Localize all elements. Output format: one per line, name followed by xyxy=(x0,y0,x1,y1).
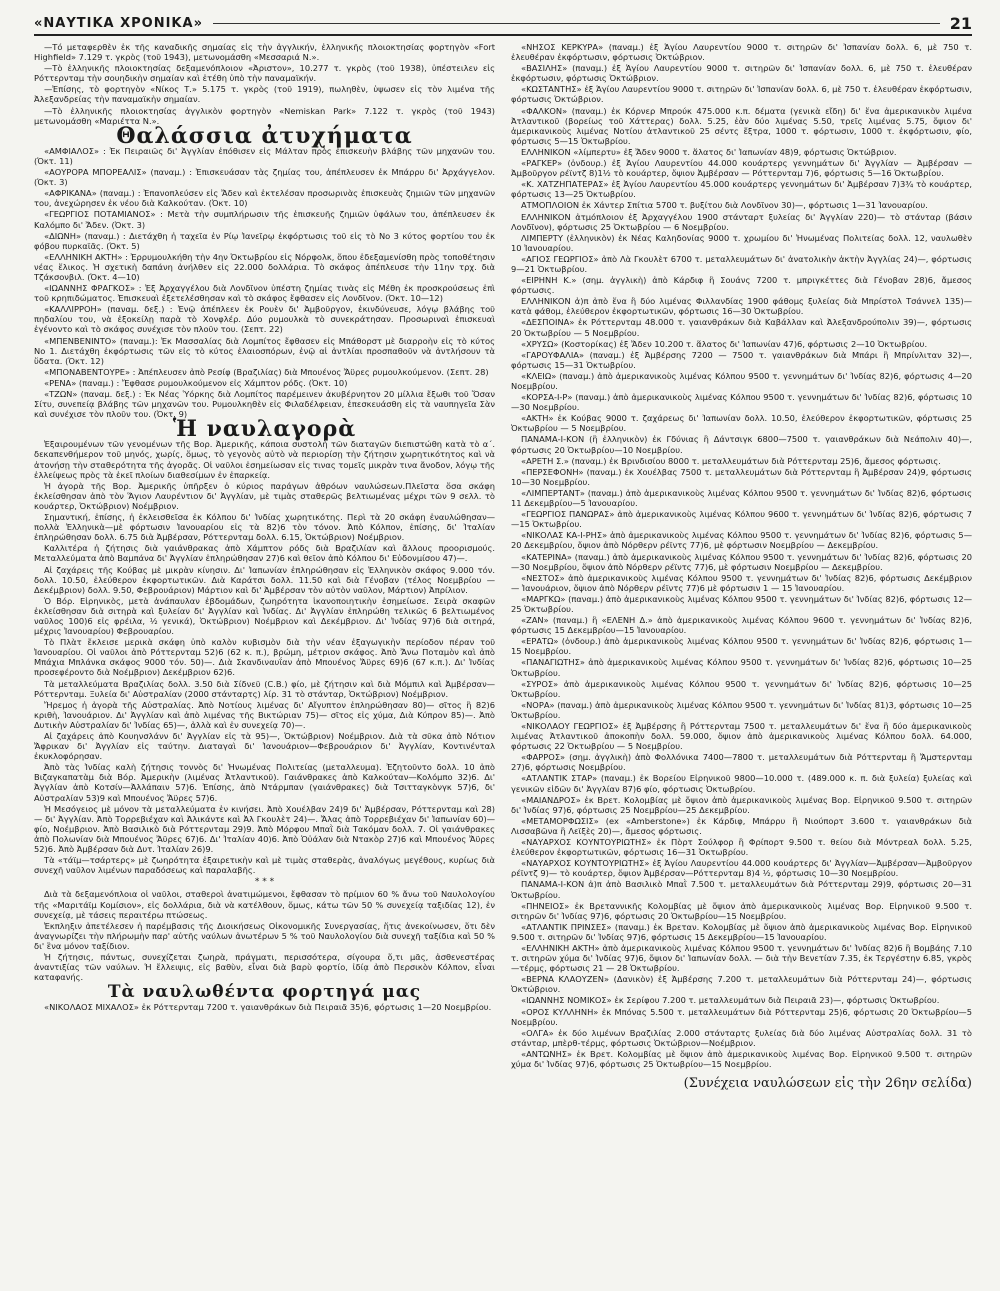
section-stars: * * * xyxy=(254,877,275,888)
accident-entry: «ΤΖΩΝ» (παναμ. δεξ.) : Ἐκ Νέας Ὑόρκης διὰ Λομπίτος παρέμεινεν ἀκυβέρνητον 20 μίλλια ἔξωθι τοῦ Ὄσαν Σίτυ, συνεπείᾳ βλάβης τῶν μηχανῶν του. Ρυμουλκηθὲν εἰς Φιλαδέλφειαν, ἐπεσκευάσθη εἰς τὰ ναυπηγεῖα Σὰν καὶ συνέχισε τὸν πλοῦν του. (Ὀκτ. 9) xyxy=(34,389,495,420)
charter-entry: «ΕΡΑΤΩ» (ὀνδουρ.) ἀπὸ ἀμερικανικοὺς λιμένας Κόλπου 9500 τ. γεννημάτων δι' Ἰνδίας 82)6, φόρτωσις 1—15 Νοεμβρίου. xyxy=(511,636,972,657)
chartering-heading: Ἡ ναυλαγορὰ xyxy=(172,416,357,443)
charter-entry: «ΑΡΕΤΗ Σ.» (παναμ.) ἐκ Βρινδισίου 8000 τ. μεταλλευμάτων διὰ Ρόττερνταμ 25)6, ἄμεσος φόρτωσις. xyxy=(521,455,941,466)
market-paragraph: Ἤρεμος ἡ ἀγορὰ τῆς Αὐστραλίας. Ἀπὸ Νοτίους λιμένας δι' Αἴγυπτον ἐπληρώθησαν 80)— σῖτος ἢ 82)6 κριθὴ, Ἰανουάριον. Δι' Ἀγγλίαν καὶ ἀπὸ λιμένας τῆς Βικτώριαν 75)— σῖτος εἰς χύμα, Διὰ Κύπρον 85)—. Ἀπὸ Δυτικὴν Αὐστραλίαν δι' Ἰνδίας 65)—, ἀλλὰ καὶ ἐν συνεχείᾳ 70)—. xyxy=(34,699,495,730)
charter-entry: «ΦΑΛΚΟΝ» (παναμ.) ἐκ Κόρνερ Μπρούκ 475.000 κ.π. δέματα (γενικὰ εἴδη) δι' ἕνα ἀμερικανικὸν λιμένα Ἀτλαντικοῦ (βορείως τοῦ Χάττερας) δολλ. 5.25, ἐὰν δύο λιμένας 5.50, τρεῖς λιμένας 5.75, ὄψιον δι' ἀμερικανικοὺς λιμένας Νοτίου ἀτλαντικοῦ 25 σέντς ἔξτρα, 1000 τ. φόρτωσιν, 1000 τ. ἐκφόρτωσιν, φίο, φόρτωσις 5—15 Ὀκτωβρίου. xyxy=(511,105,972,146)
market-paragraph: Τὸ Πλὰτ ἔκλεισε μερικὰ σκάφη ὑπὸ καλὸν κυβισμὸν διὰ τὴν νέαν ἐξαγωγικὴν περίοδον πέραν τοῦ Ἰανουαρίου. Οἱ ναῦλοι ἀπὸ Ρόττερνταμ 52)6 (62 κ. π.), βρώμη, μέτριον σκάφος. Ἀπὸ Ἄνω Ποταμὸν καὶ ἀπὸ Μπάχια Μπλάνκα σκάφος 9000 τόν. 50)—. Διὰ Σκανδιναυΐαν ἀπὸ Μπουένος Ἄϋρες 69)6 (67 κ.π.). Δι' Ἰνδίας προσεφέροντο διὰ Νοέμβριον) Δεκέμβριον 62)6. xyxy=(34,637,495,678)
accident-entry: «ΑΟΥΡΟΡΑ ΜΠΟΡΕΑΛΙΣ» (παναμ.) : Ἐπισκευάσαν τὰς ζημίας του, ἀπέπλευσεν ἐκ Μπάρρυ δι' Ἀρχάγγελον. (Ὀκτ. 3) xyxy=(34,167,495,188)
charter-entry: «ΓΕΩΡΓΙΟΣ ΠΑΝΩΡΑΣ» ἀπὸ ἀμερικανικοὺς λιμένας Κόλπου 9600 τ. γεννημάτων δι' Ἰνδίας 82)6, φόρτωσις 7—15 Ὀκτωβρίου. xyxy=(511,509,972,530)
charter-entry: «ΡΑΓΚΕΡ» (ὀνδουρ.) ἐξ Ἁγίου Λαυρεντίου 44.000 κουάρτερς γεννημάτων δι' Ἀγγλίαν — Ἀμβέρσαν — Ἀμβοῦργον ρέϊντζ 8)1½ τὸ κουάρτερ, ὄψιον Ἀμβέρσαν — Ρόττερνταμ 7)6, φόρτωσις 5—16 Ὀκτωβρίου. xyxy=(511,158,972,179)
charter-entry: «ΖΑΝ» (παναμ.) ἢ «ΕΛΕΝΗ Δ.» ἀπὸ ἀμερικανικοὺς λιμένας Κόλπου 9600 τ. γεννημάτων δι' Ἰνδίας 82)6, φόρτωσις 15 Δεκεμβρίου—15 Ἰανουαρίου. xyxy=(511,615,972,636)
market-paragraph: Τὰ μεταλλεύματα Βραζιλίας δολλ. 3.50 διὰ Σίδνεϋ (C.B.) φίο, μὲ ζήτησιν καὶ διὰ Μόμπιλ καὶ Ἀμβέρσαν—Ρόττερνταμ. Ξυλεία δι' Αὐστραλίαν (2000 στάνταρτς) λίρ. 31 τὸ στάνταρ, Ὀκτώβριον) Νοέμβριον. xyxy=(34,678,495,699)
charter-entry: ΕΛΛΗΝΙΚΟΝ «λίμπερτυ» ἐξ Ἄδεν 9000 τ. ἅλατος δι' Ἰαπωνίαν 48)9, φόρτωσις Ὀκτώβριον. xyxy=(521,146,897,157)
charter-entry: «ΕΛΛΗΝΙΚΗ ΑΚΤΗ» ἀπὸ ἀμερικανικοὺς λιμένας Κόλπου 9500 τ. γεννημάτων δι' Ἰνδίας 82)6 ἢ Βομβάης 7.10 τ. σιτηρῶν χύμα δι' Ἰνδίας 97)6, ὄψιον δι' Ἰαπωνίαν δολλ. — διὰ τὴν Βενετίαν 7.35, ἐκ Τεργέστην 6.85, γκρὸς —τέρμς, φόρτωσις 21 — 28 Ὀκτωβρίου. xyxy=(511,942,972,974)
market-paragraph: Καλλιτέρα ἡ ζήτησις διὰ γαιάνθρακας ἀπὸ Χάμπτον ρόδς διὰ Βραζιλίαν καὶ ἄλλους προορισμούς. Μεταλλεύματα ἀπὸ Βαμπάνα δι' Ἀγγλίαν ἐπληρώθησαν 27)6 καὶ θεῖον ἀπὸ Κόλπου δι' Εὐδονμίσου 47)—. xyxy=(34,543,495,564)
accident-entry: «ΔΙΩΝΗ» (παναμ.) : Διετάχθη ἡ ταχεῖα ἐν Ρίῳ Ἰανεῖρῳ ἐκφόρτωσις τοῦ εἰς τὸ Νο 3 κύτος φορτίου του ἐκ φόβου πυρκαϊᾶς. (Ὀκτ. 5) xyxy=(34,230,495,251)
accident-entry: «ΑΜΦΙΑΛΟΣ» : Ἐκ Πειραιῶς δι' Ἀγγλίαν ἐπόθισεν εἰς Μάλταν πρὸς ἐπισκευὴν βλάβης τῶν μηχανῶν του. (Ὀκτ. 11) xyxy=(34,145,495,166)
charter-entry: «ΕΙΡΗΝΗ Κ.» (σημ. ἀγγλικὴ) ἀπὸ Κάρδιφ ἢ Σουάνς 7200 τ. μπριγκέττες διὰ Γένοβαν 28)6, ἄμεσος φόρτωσις. xyxy=(511,275,972,296)
charter-entry: «ΛΙΜΠΕΡΤΑΝΤ» (παναμ.) ἀπὸ ἀμερικανικοὺς λιμένας Κόλπου 9500 τ. γεννημάτων δι' Ἰνδίας 82)6, φόρτωσις 11 Δεκεμβρίου—5 Ἰανουαρίου. xyxy=(511,487,972,509)
text-columns xyxy=(34,42,972,1278)
chartering-report xyxy=(34,439,495,875)
charter-entry: «ΚΛΕΙΩ» (παναμ.) ἀπὸ ἀμερικανικοὺς λιμένας Κόλπου 9500 τ. γεννημάτων δι' Ἰνδίας 82)6, φόρτωσις 4—20 Νοεμβρίου. xyxy=(511,370,972,391)
charter-entry: «ΑΝΤΩΝΗΣ» ἐκ Βρετ. Κολομβίας μὲ ὄψιον ἀπὸ ἀμερικανικοὺς λιμένας Βορ. Εἰρηνικοῦ 9.500 τ. σιτηρῶν χύμα δι' Ἰνδίας 97)6, φόρτωσις 25 Ὀκτωβρίου—15 Νοεμβρίου. xyxy=(511,1048,972,1069)
charter-entry: «ΧΡΥΣΩ» (Κοστορίκας) ἐξ Ἄδεν 10.200 τ. ἅλατος δι' Ἰαπωνίαν 47)6, φόρτωσις 2—10 Ὀκτωβρίου. xyxy=(521,338,928,349)
tanker-paragraph: Διὰ τὰ δεξαμενόπλοια οἱ ναῦλοι, σταθεροὶ ἀνατιμώμενοι, ἔφθασαν τὸ πρίμιον 60 % ἄνω τοῦ Ναυλολογίου τῆς «Μαριτάϊμ Κομίσιον», εἰς δολλάρια, διὰ νὰ κατέλθουν, ὅμως, κάτω τῶν 50 % συνεχείᾳ ταξιδίας 12), ἐν συνεχείᾳ, μὲ τάσεις περαιτέρω πτώσεως. xyxy=(34,889,495,920)
cargoes-list-left xyxy=(34,1002,495,1012)
charter-entry: «ΑΤΛΑΝΤΙΚ ΣΤΑΡ» (παναμ.) ἐκ Βορείου Εἰρηνικοῦ 9800—10.000 τ. (489.000 κ. π. διὰ ξυλεία) ξυλείας καὶ γενικῶν εἰδῶν δι' Ἀγγλίαν 87)6 φίο, φόρτωσις Ὀκτωβρίου. xyxy=(511,773,972,794)
news-paragraph: —Τό μεταφερθὲν ἐκ τῆς καναδικῆς σημαίας εἰς τὴν ἀγγλικήν, ἑλληνικῆς πλοιοκτησίας φορτηγὸν «Fort Highfield» 7.129 τ. γκρὸς (τοῦ 1943), μετωνομάσθη «Μεσσαριά Ν.». xyxy=(34,42,495,63)
accident-entry: «ΜΠΕΝΒΕΝΙΝΤΟ» (παναμ.): Ἐκ Μασσαλίας διὰ Λομπίτος ἔφθασεν εἰς Μπάθορστ μὲ διαρροὴν εἰς τὸ κύτος Νο 1. Διετάχθη ἐκφόρτωσις τῶν εἰς τὸ κύτος ἐλαιοσπόρων, ἐνῷ αἱ ἀντλίαι προσπαθοῦν νὰ ἀντλήσουν τὰ ὕδατα. (Ὀκτ. 12) xyxy=(34,335,495,366)
accident-entry: «ΚΑΛΛΙΡΡΟΗ» (παναμ. δεξ.) : Ἐνῷ ἀπέπλεεν ἐκ Ρουὲν δι' Ἀμβοῦργον, ἐκινδύνευσε, λόγῳ βλάβης τοῦ πηδαλίου του, νὰ ἐξοκείλῃ παρὰ τὸ Χονφλέρ. Δύο ρυμουλκὰ τὸ συνεκράτησαν. Προσωριναὶ ἐπισκευαὶ ἐγένοντο καὶ τὸ σκάφος συνέχισε τὸν πλοῦν του. (Σεπτ. 22) xyxy=(34,304,495,335)
continued-note: (Συνέχεια ναυλώσεων εἰς τὴν 26ην σελίδα) xyxy=(683,1076,972,1092)
charter-entry: «ΝΙΚΟΛΑΟΥ ΓΕΩΡΓΙΟΣ» ἐξ Ἀμβέρσης ἢ Ρόττερνταμ 7500 τ. μεταλλευμάτων δι' ἕνα ἢ δύο ἀμερικανικοὺς λιμένας Ἀτλαντικοῦ ἀποκοπὴν δολλ. 59.000, ὄψιον ἀπὸ ἀμερικανικοὺς λιμένας Κόλπου δολλ. 64.000, φόρτωσις 22 Ὀκτωβρίου — 5 Νοεμβρίου. xyxy=(511,721,972,752)
charter-entry: ΕΛΛΗΝΙΚΟΝ ἀ)π ἀπὸ ἕνα ἢ δύο λιμένας Φιλλανδίας 1900 φάθομς ξυλείας διὰ Μπρίστολ Τσάννελ 135)— κατὰ φάθομ, ἐλεύθερον ἐκφορτωτικῶν, φόρτωσις 16—30 Ὀκτωβρίου. xyxy=(511,296,972,317)
cargoes-list-right xyxy=(511,42,972,1069)
header-rule xyxy=(213,23,940,24)
charter-entry: «ΓΑΡΟΥΦΑΛΙΑ» (παναμ.) ἐξ Ἀμβέρσης 7200 — 7500 τ. γαιανθράκων διὰ Μπάρι ἢ Μπρίνλιταν 32)—, φόρτωσις 15—31 Ὀκτωβρίου. xyxy=(511,349,972,370)
accident-entry: «ΓΕΩΡΓΙΟΣ ΠΟΤΑΜΙΑΝΟΣ» : Μετὰ τὴν συμπλήρωσιν τῆς ἐπισκευῆς ζημιῶν ὑφάλων του, ἀπέπλευσεν ἐκ Καλόμπο δι' Ἄδεν. (Ὀκτ. 3) xyxy=(34,209,495,230)
charter-entry: «ΒΑΣΙΛΗΣ» (παναμ.) ἐξ Ἁγίου Λαυρεντίου 9000 τ. σιτηρῶν δι' Ἰσπανίαν δολλ. 6, μὲ 750 τ. ἐλευθέραν ἐκφόρτωσιν, φόρτωσις Ὀκτώβριον. xyxy=(511,63,972,84)
news-paragraph: —Τὸ ἑλληνικῆς πλοιοκτησίας ἀγγλικὸν φορτηγὸν «Nemiskan Park» 7.122 τ. γκρὸς (τοῦ 1943) μετωνομάσθη «Μαριέττα Ν.». xyxy=(34,105,495,126)
charter-entry: «ΝΙΚΟΛΑΟΣ ΜΙΧΑΛΟΣ» ἐκ Ρόττερνταμ 7200 τ. γαιανθράκων διὰ Πειραιᾶ 35)6, φόρτωσις 1—20 Νοεμβρίου. xyxy=(44,1002,492,1013)
accident-entry: «ΕΛΛΗΝΙΚΗ ΑΚΤΗ» : Ἐρρυμουλκήθη τὴν 4ην Ὀκτωβρίου εἰς Νόρφολκ, ὅπου ἐδεξαμενίσθη πρὸς τοποθέτησιν νέας ἕλικος. Ἡ σχετικὴ δαπάνη ἀνήλθεν εἰς 22.000 δολλάρια. Τὸ σκάφος ἀπέπλευσε τὴν 11ην τρχ. διὰ Τζάκσονβιλ. (Ὀκτ. 4—10) xyxy=(34,251,495,282)
tanker-paragraph: Ἡ ζήτησις, πάντως, συνεχίζεται ζωηρὰ, πράγματι, περισσότερα, σίγουρα ὅ,τι μᾶς, ἀσθενεστέρας ἀναντιξίας τῶν ναύλων. Ἡ ἔλλειψις, εἰς βαθὺν, εἶναι διὰ βαρὺ φορτίο, ἰδίᾳ ἀπὸ Περσικὸν Κόλπον, εἶναι καταφανής. xyxy=(34,951,495,983)
charter-entry: «ΚΟΡΣΑ-Ι-Ρ» (παναμ.) ἀπὸ ἀμερικανικοὺς λιμένας Κόλπου 9500 τ. γεννημάτων δι' Ἰνδίας 82)6, φόρτωσις 10—30 Νοεμβρίου. xyxy=(511,392,972,413)
charter-entry: «ΜΕΤΑΜΟΡΦΩΣΙΣ» (ex «Amberstone») ἐκ Κάρδιφ, Μπάρρυ ἢ Νιούπορτ 3.600 τ. γαιανθράκων διὰ Λισσαβῶνα ἢ Λεϊξὲς 20)—, ἄμεσος φόρτωσις. xyxy=(511,815,972,836)
market-paragraph: Σημαντική, ἐπίσης, ἡ ἐκλεισθεῖσα ἐκ Κόλπου δι' Ἰνδίας χωρητικότης. Περὶ τὰ 20 σκάφη ἐναυλώθησαν—πολλὰ Ἑλληνικὰ—μὲ φόρτωσιν Ἰανουαρίου εἰς τὰ 82)6 τὸν τόνον. Ἀπὸ Κόλπον, ἐπίσης, δι' Ἰταλίαν ἐπληρώθησαν δολλ. 6.75 διὰ Ἀμβέρσαν, Ρόττερνταμ δολλ. 6.15, Ὀκτώβριον) Νοέμβριον. xyxy=(34,512,495,543)
tanker-report xyxy=(34,889,495,982)
charter-entry: «ΝΕΣΤΟΣ» ἀπὸ ἀμερικανικοὺς λιμένας Κόλπου 9500 τ. γεννημάτων δι' Ἰνδίας 82)6, φόρτωσις Δεκέμβριον — Ἰανουάριον, ὄψιον ἀπὸ Νόρθερν ρέϊντς 77)6 μὲ φόρτωσιν 1 — 15 Ἰανουαρίου. xyxy=(511,572,972,593)
charter-entry: «ΠΗΝΕΙΟΣ» ἐκ Βρεταννικῆς Κολομβίας μὲ ὄψιον ἀπὸ ἀμερικανικοὺς λιμένας Βορ. Εἰρηνικοῦ 9.500 τ. σιτηρῶν δι' Ἰνδίας 97)6, φόρτωσις 20 Ὀκτωβρίου—15 Νοεμβρίου. xyxy=(511,900,972,921)
market-paragraph: Αἱ ζαχάρεις τῆς Κούβας μὲ μικρὰν κίνησιν. Δι' Ἰαπωνίαν ἐπληρώθησαν εἰς Ἑλληνικὸν σκάφος 9.000 τόν. δολλ. 10.50, ἐλεύθερον ἐκφορτωτικῶν. Διὰ Καράτσι δολλ. 11.50 καὶ διὰ Γένοβαν (τέλος Νοεμβρίου — Δεκέμβριον) δολλ. 9.50, Φεβρουάριον) Μάρτιον καὶ δι' Ἀμβέρσαν τὸν αὐτὸν ναῦλον, Μάρτιον) Ἀπρίλιον. xyxy=(34,564,495,595)
tanker-paragraph: Ἐκπληξιν ἀπετέλεσεν ἡ παρέμβασις τῆς Διοικήσεως Οἰκονομικῆς Συνεργασίας, ἥτις ἀνεκοίνωσεν, ὅτι δὲν ἀναγνωρίζει τὴν πλήρωμὴν παρ' αὐτῆς ναύλων ἀνωτέρων 5 % τοῦ Ναυλολογίου διὰ συνεχῆ ταξίδια καὶ 50 % δι' ἓνα μόνον ταξίδιον. xyxy=(34,920,495,951)
cargoes-heading: Τὰ ναυλωθέντα φορτηγά μας xyxy=(107,982,422,1003)
charter-entry: «ΜΑΡΓΚΩ» (παναμ.) ἀπὸ ἀμερικανικοὺς λιμένας Κόλπου 9500 τ. γεννημάτων δι' Ἰνδίας 82)6, φόρτωσις 12—25 Ὀκτωβρίου. xyxy=(511,593,972,614)
charter-entry: «ΠΕΡΣΕΦΟΝΗ» (παναμ.) ἐκ Χουέλβας 7500 τ. μεταλλευμάτων διὰ Ρόττερνταμ ἢ Ἀμβέρσαν 24)9, φόρτωσις 10—30 Νοεμβρίου. xyxy=(511,466,972,487)
charter-entry: «ΑΤΛΑΝΤΙΚ ΠΡΙΝΣΕΣ» (παναμ.) ἐκ Βρεταν. Κολομβίας μὲ ὄψιον ἀπὸ ἀμερικανικοὺς λιμένας Βορ. Εἰρηνικοῦ 9.500 τ. σιτηρῶν δι' Ἰνδίας 97)6, φόρτωσις 15 Δεκεμβρίου—15 Ἰανουαρίου. xyxy=(511,921,972,942)
charter-entry: «ΙΩΑΝΝΗΣ ΝΟΜΙΚΟΣ» ἐκ Σερίφου 7.200 τ. μεταλλευμάτων διὰ Πειραιᾶ 23)—, φόρτωσις Ὀκτωβρίου. xyxy=(521,995,940,1006)
charter-entry: ΕΛΛΗΝΙΚΟΝ ἀτμόπλοιον ἐξ Ἀρχαγγέλου 1900 στάνταρτ ξυλείας δι' Ἀγγλίαν 220)— τὸ στάνταρ (βάσιν Λονδῖνον), φόρτωσις 25 Ὀκτωβρίου — 6 Νοεμβρίου. xyxy=(511,211,972,232)
charter-entry: «ΝΑΥΑΡΧΟΣ ΚΟΥΝΤΟΥΡΙΩΤΗΣ» ἐξ Ἁγίου Λαυρεντίου 44.000 κουάρτερς δι' Ἀγγλίαν—Ἀμβέρσαν—Ἀμβοῦργον ρέϊντζ 9)— τὸ κουάρτερ, ὄψιον Ἀμβέρσαν—Ρόττερνταμ 8)4 ½, φόρτωσις 10—30 Νοεμβρίου. xyxy=(511,858,972,879)
charter-entry: «ΝΗΣΟΣ ΚΕΡΚΥΡΑ» (παναμ.) ἐξ Ἁγίου Λαυρεντίου 9000 τ. σιτηρῶν δι' Ἰσπανίαν δολλ. 6, μὲ 750 τ. ἐλευθέραν ἐκφόρτωσιν, φόρτωσις Ὀκτώβριον. xyxy=(511,42,972,63)
charter-entry: «ΔΕΣΠΟΙΝΑ» ἐκ Ρόττερνταμ 48.000 τ. γαιανθράκων διὰ Καβάλλαν καὶ Ἀλεξανδρούπολιν 39)—, φόρτωσις 20 Ὀκτωβρίου — 5 Νοεμβρίου. xyxy=(511,317,972,338)
charter-entry: «ΠΑΝΑΓΙΩΤΗΣ» ἀπὸ ἀμερικανικοὺς λιμένας Κόλπου 9500 τ. γεννημάτων δι' Ἰνδίας 82)6, φόρτωσις 10—25 Ὀκτωβρίου. xyxy=(511,657,972,678)
market-paragraph: Τὰ «τάϊμ—τσάρτερς» μὲ ζωηρότητα ἐξαιρετικὴν καὶ μὲ τιμὰς σταθερὰς, ἀναλόγως μεγέθους, κυρίως διὰ συνεχῆ ναῦλον λιμένων παραδόσεως καὶ παραλαβῆς. xyxy=(34,855,495,876)
charter-entry: «ΟΛΓΑ» ἐκ δύο λιμένων Βραζιλίας 2.000 στάνταρτς ξυλείας διὰ δύο λιμένας Αὐστραλίας δολλ. 31 τὸ στάνταρ, μπὲρθ-τέρμς, φόρτωσις Ὀκτώβριον—Νοέμβριον. xyxy=(511,1027,972,1048)
accidents-heading: Θαλάσσια ἀτυχήματα xyxy=(116,122,413,149)
charter-entry: «ΟΡΟΣ ΚΥΛΛΗΝΗ» ἐκ Μπόνας 5.500 τ. μεταλλευμάτων διὰ Ρόττερνταμ 25)6, φόρτωσις 20 Ὀκτωβρίου—5 Νοεμβρίου. xyxy=(511,1006,972,1027)
market-paragraph: Ἀπὸ τὰς Ἰνδίας καλὴ ζήτησις τοννὸς δι' Ἡνωμένας Πολιτείας (μεταλλευμα). Ἐζητοῦντο δολλ. 10 ἀπὸ Βιζαγκαπατὰμ διὰ Βόρ. Ἀμερικὴν (λιμένας Ἀτλαντικοῦ). Γαιάνθρακες ἀπὸ Καλκούταν—Κολόμπο 32)6. Δι' Ἀγγλίαν ἀπὸ Κοτσίν—Ἀλλάπαιν 57)6. Ἐπίσης, ἀπὸ Ντάρμπαν (γαιάνθρακες) διὰ Τσιτταγκὸνγκ 57)6, δι' Αὐστραλίαν 53)9 καὶ Μπουένος Ἄϋρες 57)6. xyxy=(34,762,495,803)
page-number: 21 xyxy=(949,13,972,33)
charter-entry: «Κ. ΧΑΤΖΗΠΑΤΕΡΑΣ» ἐξ Ἁγίου Λαυρεντίου 45.000 κουάρτερς γεννημάτων δι' Ἀμβέρσαν 7)3¾ τὸ κουάρτερ, φόρτωσις 13—25 Ὀκτωβρίου. xyxy=(511,179,972,200)
charter-entry: ΛΙΜΠΕΡΤΥ (ἑλληνικὸν) ἐκ Νέας Καληδονίας 9000 τ. χρωμίου δι' Ἡνωμένας Πολιτείας δολλ. 12, ναυλωθὲν 10 Ἰανουαρίου. xyxy=(511,232,972,253)
charter-entry: «ΦΑΡΡΟΣ» (σημ. ἀγγλικὴ) ἀπὸ Φολλόνικα 7400—7800 τ. μεταλλευμάτων διὰ Ρόττερνταμ ἢ Ἄμστερνταμ 27)6, φόρτωσις Νοεμβρίου. xyxy=(511,752,972,773)
charter-entry: «ΝΑΥΑΡΧΟΣ ΚΟΥΝΤΟΥΡΙΩΤΗΣ» ἐκ Πὸρτ Σούλφορ ἢ Φρίπορτ 9.500 τ. θείου διὰ Μόντρεαλ δολλ. 5.25, ἐλεύθερον ἐκφορτωτικῶν, φόρτωσις 16—31 Ὀκτωβρίου. xyxy=(511,837,972,858)
left-column xyxy=(34,42,495,1278)
charter-entry: «ΑΓΙΟΣ ΓΕΩΡΓΙΟΣ» ἀπὸ Λὰ Γκουλὲτ 6700 τ. μεταλλευμάτων δι' ἀνατολικὴν ἀκτὴν Ἀγγλίας 24)—, φόρτωσις 9—21 Ὀκτωβρίου. xyxy=(511,253,972,274)
charter-entry: «ΜΑΙΑΝΔΡΟΣ» ἐκ Βρετ. Κολομβίας μὲ ὄψιον ἀπὸ ἀμερικανικοὺς λιμένας Βορ. Εἰρηνικοῦ 9.500 τ. σιτηρῶν δι' Ἰνδίας 97)6, φόρτωσις 25 Νοεμβρίου—25 Δεκεμβρίου. xyxy=(511,794,972,815)
charter-entry: «ΚΩΣΤΑΝΤΗΣ» ἐξ Ἁγίου Λαυρεντίου 9000 τ. σιτηρῶν δι' Ἰσπανίαν δολλ. 6, μὲ 750 τ. ἐλευθέραν ἐκφόρτωσιν, φόρτωσις Ὀκτώβριον. xyxy=(511,84,972,105)
market-paragraph: Ἡ Μεσόγειος μὲ μόνον τὰ μεταλλεύματα ἐν κινήσει. Ἀπὸ Χουέλβαν 24)9 δι' Ἀμβέρσαν, Ρόττερνταμ καὶ 28)— δι' Ἀγγλίαν. Ἀπὸ Τορρεβιέχαν καὶ Ἀλικάντε καὶ Ἀλ Γκουλὲτ 24)—. Ἄλας ἀπὸ Τορρεβιέχαν δι' Ἰαπωνίαν 60)— φίο, Νοέμβριον. Ἀπὸ Βασιλικὸ διὰ Ρόττερνταμ 29)9. Ἀπὸ Μόρφου Μπαῒ διὰ Τακόμαν δολλ. 7. Οἱ γαιάνθρακες ἀπὸ Πολωνίαν διὰ Μπουένος Ἄϋρες 67)6. Δι' Ἰταλίαν 40)6. Ἀπὸ Ὀὐάλαν διὰ Ντακὸρ 27)6 καὶ Μπουένος Ἄϋρες 52)6. Ἀπὸ Ἀμβέρσαν διὰ Δυτ. Ἰταλίαν 26)9. xyxy=(34,803,495,855)
market-paragraph: Ὁ Βόρ. Εἰρηνικὸς, μετὰ ἀνάπαυλαν ἑβδομάδων, ζωηρότητα ἱκανοποιητικὴν ἐσημείωσε. Σειρὰ σκαφῶν ἐκλείσθησαν διὰ σιτηρὰ καὶ ξυλείαν δι' Ἀγγλίαν καὶ Ἰνδίας. Δι' Ἀγγλίαν ἐπληρώθη τελικῶς 6 βελτιωμένος ναῦλος 100)6 εἰς φρέιλα, ½ γενικά), Ὀκτώβριον) Νοέμβριον καὶ Δεκέμβριον. Δι' Ἰνδίας 97)6 διὰ σιτηρά, μέχρις Ἰανουαρίου) Φεβρουαρίου. xyxy=(34,595,495,637)
intro-notes xyxy=(34,42,495,126)
market-paragraph: Ἡ ἀγορὰ τῆς Βορ. Ἀμερικῆς ὑπῆρξεν ὁ κύριος παράγων ἀθρόων ναυλώσεων.Πλεῖστα ὅσα σκάφη ἐκλείσθησαν ἀπὸ τὸν Ἅγιον Λαυρέντιον δι' Ἀγγλίαν, μὲ τιμὰς σταθερῶς βελτιωμένας μέχρι τῶν 9 σελλ. τὸ κουάρτερ, Ὀκτώβριον) Νοέμβριον. xyxy=(34,480,495,511)
right-column xyxy=(511,42,972,1278)
accident-entry: «ΑΦΡΙΚΑΝΑ» (παναμ.) : Ἐπανοπλεύσεν εἰς Ἄδεν καὶ ἐκτελέσαν προσωρινὰς ἐπισκευὰς ζημιῶν τῶν μηχανῶν του, ἀνεχώρησεν ἐκ νέου διὰ Καλκούταν. (Ὀκτ. 10) xyxy=(34,188,495,209)
charter-entry: «ΑΚΤΗ» ἐκ Κούβας 9000 τ. ζαχάρεως δι' Ἰαπωνίαν δολλ. 10.50, ἐλεύθερον ἐκφορτωτικῶν, φόρτωσις 25 Ὀκτωβρίου — 5 Νοεμβρίου. xyxy=(511,413,972,434)
accidents-list xyxy=(34,146,495,419)
page-header xyxy=(34,12,972,36)
accident-entry: «ΙΩΑΝΝΗΣ ΦΡΑΓΚΟΣ» : Ἐξ Ἀρχαγγέλου διὰ Λονδῖνον ὑπέστη ζημίας τινὰς εἰς Μέθη ἐκ προσκρούσεως ἐπὶ τοῦ κρηπιδώματος. Ἐπισκευαὶ ἐξετελέσθησαν καὶ τὸ σκάφος ἔφθασεν εἰς Λονδῖνον. (Ὀκτ. 10—12) xyxy=(34,283,495,304)
charter-entry: «ΒΕΡΝΑ ΚΛΑΟΥΖΕΝ» (Δανικὸν) ἐξ Ἀμβέρσης 7.200 τ. μεταλλευμάτων διὰ Ρόττερνταμ 24)—, φόρτωσις Ὀκτώβριον. xyxy=(511,974,972,995)
charter-entry: «ΝΟΡΑ» (παναμ.) ἀπὸ ἀμερικανικοὺς λιμένας Κόλπου 9500 τ. γεννημάτων δι' Ἰνδίας 81)3, φόρτωσις 10—25 Ὀκτωβρίου. xyxy=(511,699,972,720)
charter-entry: ΠΑΝΑΜΑ-Ι-ΚΟΝ ἀ)π ἀπὸ Βασιλικὸ Μπαῒ 7.500 τ. μεταλλευμάτων διὰ Ρόττερνταμ 29)9, φόρτωσις 20—31 Ὀκτωβρίου. xyxy=(511,879,972,900)
accident-entry: «ΡΕΝΑ» (παναμ.) : Ἔφθασε ρυμουλκούμενον εἰς Χάμπτον ρόδς. (Ὀκτ. 10) xyxy=(44,377,348,388)
news-paragraph: —Ἐπίσης, τὸ φορτηγὸν «Νίκος Τ.» 5.175 τ. γκρὸς (τοῦ 1919), πωληθὲν, ὑψωσεν εἰς τὸν λιμένα τῆς Ἀλεξανδρείας τὴν παναμαϊκὴν σημαίαν. xyxy=(34,84,495,105)
accident-entry: «ΜΠΟΝΑΒΕΝΤΟΥΡΕ» : Ἀπέπλευσεν ἀπὸ Ρεσίφ (Βραζιλίας) διὰ Μπουένος Ἄϋρες ρυμουλκούμενον. (Σεπτ. 28) xyxy=(44,366,489,377)
market-paragraph: Ἐξαιρουμένων τῶν γενομένων τῆς Βορ. Ἀμερικῆς, κάποια συστολὴ τῶν διαταγῶν διεπιστώθη κατὰ τὸ α΄. δεκαπενθήμερον τοῦ μηνός, χωρίς, ὅμως, τὸ γεγονὸς αὐτὸ νὰ περιορίσῃ τὴν ζήτησιν χωρητικότητος καὶ νὰ ἀτονήσῃ τὴν σταθερότητα τῆς ἀγορᾶς. Οἱ ναῦλοι ἐσημείωσαν εἰς τινας τομεῖς μικρὰν τινα ἄνοδον, λόγῳ τῆς ἐλλείψεως πρὸς τὰ ἐκεῖ πλοίων διαθεσίμων ἐν ἐπαρκείᾳ. xyxy=(34,439,495,480)
market-paragraph: Αἱ ζαχάρεις ἀπὸ Κουηνσλάνν δι' Ἀγγλίαν εἰς τὰ 95)—, Ὀκτώβριον) Νοέμβριον. Διὰ τὰ σῦκα ἀπὸ Νότιον Ἄφρικαν δι' Ἀγγλίαν εἰς ταύτην. Διαταγαὶ δι' Ἰανουάριον—Φεβρουάριον δι' Ἀγγλίαν, Κοντινένταλ ἐκυκλοφόρησαν. xyxy=(34,731,495,762)
charter-entry: «ΚΑΤΕΡΙΝΑ» (παναμ.) ἀπὸ ἀμερικανικοὺς λιμένας Κόλπου 9500 τ. γεννημάτων δι' Ἰνδίας 82)6, φόρτωσις 20—30 Νοεμβρίου, ὄψιον ἀπὸ Νόρθερν ρέϊντς 77)6, μὲ φόρτωσιν Νοεμβρίου — Δεκεμβρίου. xyxy=(511,551,972,572)
charter-entry: ΑΤΜΟΠΛΟΙΟΝ ἐκ Χάντερ Σπίτια 5700 τ. βυξίτου διὰ Λονδῖνον 30)—, φόρτωσις 1—31 Ἰανουαρίου. xyxy=(521,200,928,211)
charter-entry: «ΣΥΡΟΣ» ἀπὸ ἀμερικανικοὺς λιμένας Κόλπου 9500 τ. γεννημάτων δι' Ἰνδίας 82)6, φόρτωσις 10—25 Ὀκτωβρίου. xyxy=(511,678,972,699)
news-paragraph: —Τὸ ἑλληνικῆς πλοιοκτησίας δεξαμενόπλοιον «Ἀριστον», 10.277 τ. γκρὸς (τοῦ 1938), ὑπέστειλεν εἰς Ρόττερνταμ τὴν σουηδικὴν σημαίαν καὶ ἐτέθη ὑπὸ τὴν παναμαϊκήν. xyxy=(34,63,495,84)
running-title: «ΝΑΥΤΙΚΑ ΧΡΟΝΙΚΑ» xyxy=(34,15,203,31)
charter-entry: «ΝΙΚΟΛΑΣ ΚΑ-Ι-ΡΗΣ» ἀπὸ ἀμερικανικοὺς λιμένας Κόλπου 9500 τ. γεννημάτων δι' Ἰνδίας 82)6, φόρτωσις 5—20 Δεκεμβρίου, ὄψιον ἀπὸ Νόρθερν ρέϊντς 77)6, μὲ φόρτωσιν Νοεμβρίου — Δεκεμβρίου. xyxy=(511,530,972,551)
charter-entry: ΠΑΝΑΜΑ-Ι-ΚΟΝ (ἢ ἑλληνικὸν) ἐκ Γδύνιας ἢ Δάντσιγκ 6800—7500 τ. γαιανθράκων διὰ Νεάπολιν 40)—, φόρτωσις 20 Ὀκτωβρίου—10 Νοεμβρίου. xyxy=(511,434,972,455)
